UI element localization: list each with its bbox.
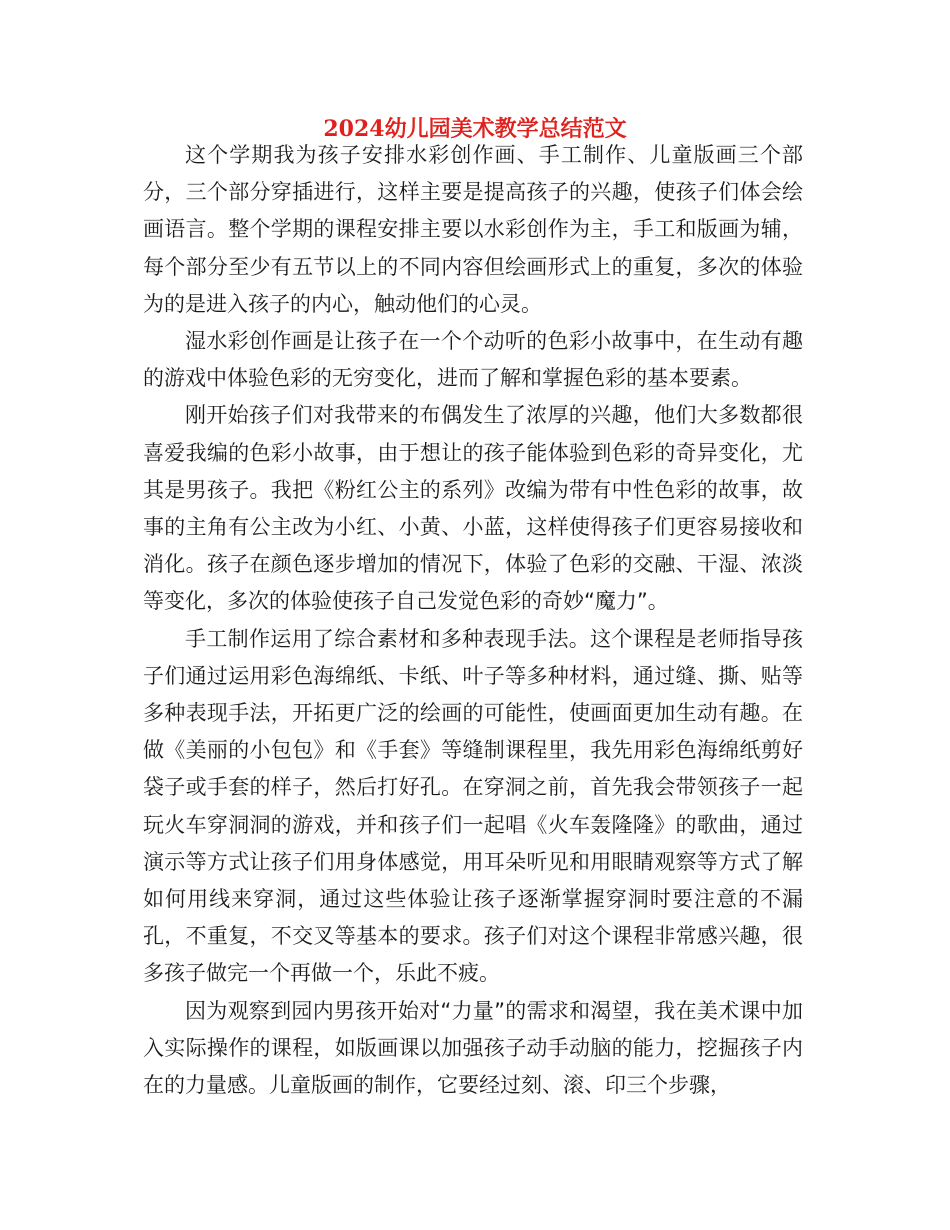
document-title: 2024幼儿园美术教学总结范文 (323, 116, 627, 142)
paragraph-5: 因为观察到园内男孩开始对“力量”的需求和渴望，我在美术课中加入实际操作的课程，如版画课以加强孩子动手动脑的能力，挖掘孩子内在的力量感。儿童版画的制作，它要经过刻、滚、印三个步骤， (143, 998, 803, 1098)
paragraph-3: 刚开始孩子们对我带来的布偶发生了浓厚的兴趣，他们大多数都很喜爱我编的色彩小故事，由于想让的孩子能体验到色彩的奇异变化，尤其是男孩子。我把《粉红公主的系列》改编为带有中性色彩的故事，故事的主角有公主改为小红、小黄、小蓝，这样使得孩子们更容易接收和消化。孩子在颜色逐步增加的情况下，体验了色彩的交融、干湿、浓淡等变化，多次的体验使孩子自己发觉色彩的奇妙“魔力”。 (143, 403, 803, 614)
document-body (143, 137, 803, 1104)
paragraph-2: 湿水彩创作画是让孩子在一个个动听的色彩小故事中，在生动有趣的游戏中体验色彩的无穷变化，进而了解和掌握色彩的基本要素。 (143, 329, 803, 391)
paragraph-1: 这个学期我为孩子安排水彩创作画、手工制作、儿童版画三个部分，三个部分穿插进行，这样主要是提高孩子的兴趣，使孩子们体会绘画语言。整个学期的课程安排主要以水彩创作为主，手工和版画为辅，每个部分至少有五节以上的不同内容但绘画形式上的重复，多次的体验为的是进入孩子的内心，触动他们的心灵。 (143, 143, 803, 316)
paragraph-4: 手工制作运用了综合素材和多种表现手法。这个课程是老师指导孩子们通过运用彩色海绵纸、卡纸、叶子等多种材料，通过缝、撕、贴等多种表现手法，开拓更广泛的绘画的可能性，使画面更加生动有趣。在做《美丽的小包包》和《手套》等缝制课程里，我先用彩色海绵纸剪好袋子或手套的样子，然后打好孔。在穿洞之前，首先我会带领孩子一起玩火车穿洞洞的游戏，并和孩子们一起唱《火车轰隆隆》的歌曲，通过演示等方式让孩子们用身体感觉，用耳朵听见和用眼睛观察等方式了解如何用线来穿洞，通过这些体验让孩子逐渐掌握穿洞时要注意的不漏孔，不重复，不交叉等基本的要求。孩子们对这个课程非常感兴趣，很多孩子做完一个再做一个，乐此不疲。 (143, 626, 803, 986)
